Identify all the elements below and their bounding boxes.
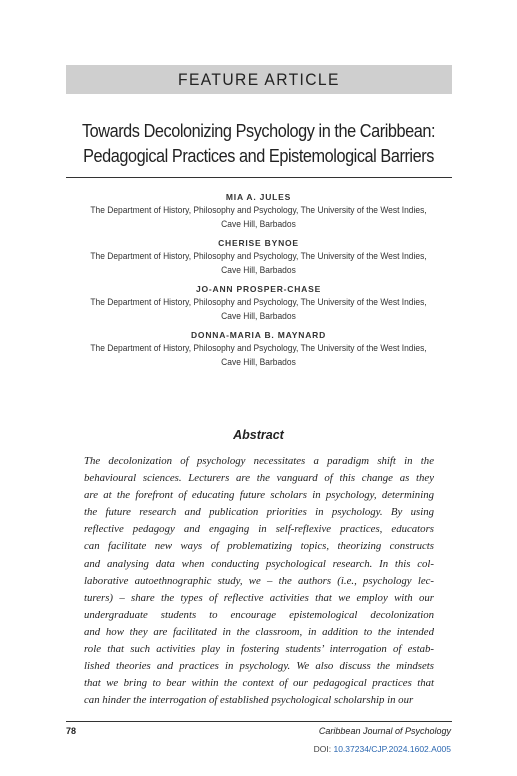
author-name: DONNA-MARIA B. MAYNARD (190, 330, 327, 340)
article-type-banner (66, 65, 452, 94)
abstract-line: can facilitate new ways of problematizing topics, theorizing constructs (84, 540, 434, 553)
affiliation-line: Cave Hill, Barbados (221, 218, 296, 230)
title-line: Towards Decolonizing Psychology in the Caribbean: (81, 120, 436, 141)
affiliation-line: Cave Hill, Barbados (221, 310, 296, 322)
author-affiliation (40, 296, 477, 323)
abstract-line: The decolonization of psychology necessitates a paradigm shift in the (84, 455, 434, 467)
author-affiliation (40, 250, 477, 277)
author-name: CHERISE BYNOE (218, 238, 299, 248)
abstract-line: can hinder the interrogation of established psychological scholarship in our (84, 694, 414, 707)
author-affiliation (40, 342, 477, 369)
author-affiliation (40, 204, 477, 231)
affiliation-line: The Department of History, Philosophy and Psychology, The University of the West Indies, (90, 343, 427, 354)
author-block (40, 329, 477, 369)
affiliation-line: The Department of History, Philosophy and Psychology, The University of the West Indies, (90, 251, 427, 262)
author-name: JO-ANN PROSPER-CHASE (195, 284, 322, 294)
abstract-line: undergraduate students to encourage epistemological decolonization (84, 608, 434, 621)
abstract-line: that we bring to bear within the context of our pedagogical practices that (84, 677, 434, 690)
doi-prefix: DOI: (313, 744, 334, 754)
doi-line (314, 744, 451, 754)
author-block (40, 237, 477, 277)
abstract-line: behavioural sciences. Lecturers are the vanguard of this change as they (84, 472, 434, 485)
doi-link[interactable]: 10.37234/CJP.2024.1602.A005 (333, 744, 451, 754)
page-number: 78 (66, 726, 77, 736)
article-title (40, 118, 477, 168)
affiliation-line: Cave Hill, Barbados (221, 356, 296, 368)
abstract-line: turers) – share the types of reflective activities that we employ with our (84, 591, 434, 604)
author-block (40, 283, 477, 323)
abstract-line: the future research and publication priorities in psychology. By using (84, 506, 434, 519)
affiliation-line: Cave Hill, Barbados (221, 264, 296, 276)
author-name: MIA A. JULES (225, 192, 292, 202)
title-line: Pedagogical Practices and Epistemological Barriers (83, 145, 434, 166)
affiliation-line: The Department of History, Philosophy and Psychology, The University of the West Indies, (90, 297, 427, 308)
abstract-body (84, 453, 434, 709)
abstract-line: reflective pedagogy and engaging in self-reflexive practices, educators (84, 523, 434, 536)
abstract-line: and how they are facilitated in the classroom, in addition to the intended (84, 625, 434, 638)
article-type-label: FEATURE ARTICLE (178, 69, 340, 89)
author-list (40, 191, 477, 375)
footer-divider (66, 721, 452, 722)
title-divider (66, 177, 452, 178)
abstract-line: lished theories and practices in psychology. We also discuss the mindsets (84, 660, 434, 673)
abstract-heading: Abstract (233, 428, 284, 442)
abstract-line: role that such activities play in fostering students’ interrogation of estab- (84, 643, 434, 656)
abstract-line: laborative autoethnographic study, we – the authors (i.e., psychology lec- (84, 574, 434, 587)
abstract-line: are at the forefront of educating future scholars in psychology, determining (84, 489, 434, 502)
journal-name: Caribbean Journal of Psychology (318, 726, 451, 736)
author-block (40, 191, 477, 231)
abstract-line: and analysing data when conducting psychological research. In this col- (84, 557, 434, 570)
affiliation-line: The Department of History, Philosophy and Psychology, The University of the West Indies, (90, 205, 427, 216)
